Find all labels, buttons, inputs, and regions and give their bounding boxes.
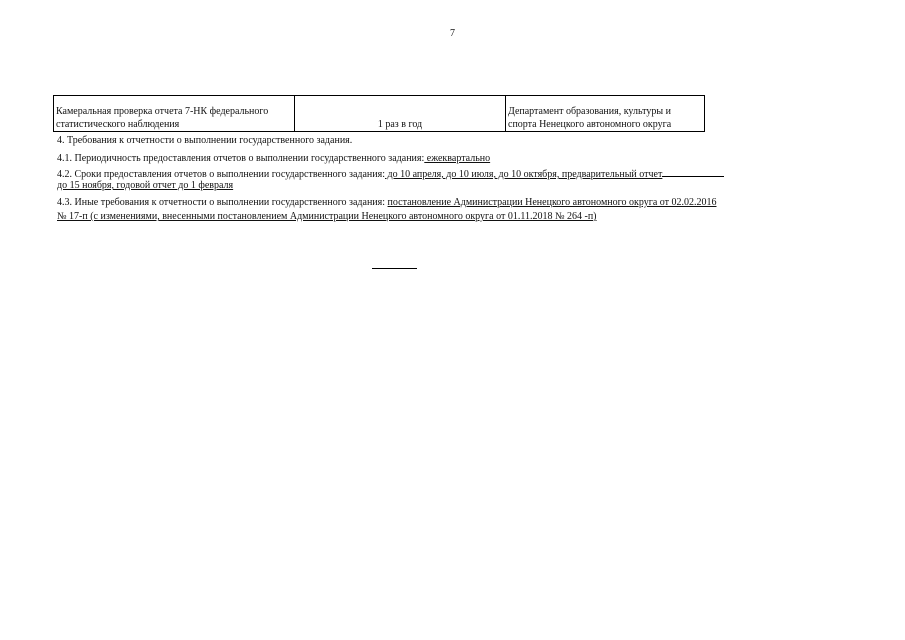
activity-line-1: Камеральная проверка отчета 7-НК федерального	[56, 106, 269, 117]
activity-line-2: статистического наблюдения	[56, 119, 180, 130]
item-4-3-value-line-1: постановление Администрации Ненецкого автономного округа от 02.02.2016	[387, 197, 717, 208]
table-row	[54, 96, 705, 132]
department-line-1: Департамент образования, культуры и	[508, 106, 671, 117]
item-4-3-value-line-2: № 17-п (с изменениями, внесенными постановлением Администрации Ненецкого автономного округа от 01.11.2018 № 264 -п)	[57, 211, 597, 222]
section-divider	[372, 268, 417, 269]
page-number: 7	[450, 28, 455, 39]
item-4-1-value: ежеквартально	[424, 153, 491, 164]
item-4-2-continued	[57, 179, 233, 192]
item-4-3	[57, 196, 717, 209]
item-4-1	[57, 152, 490, 165]
item-4-2-value-line-1: до 10 апреля, до 10 июля, до 10 октября, предварительный отчет	[385, 169, 663, 180]
report-table	[53, 95, 705, 132]
item-4-3-label: 4.3. Иные требования к отчетности о выполнении государственного задания:	[57, 197, 388, 208]
section-heading: 4. Требования к отчетности о выполнении государственного задания.	[57, 135, 353, 146]
table-cell-department	[506, 96, 705, 132]
item-4-1-label: 4.1. Периодичность предоставления отчетов о выполнении государственного задания:	[57, 153, 425, 164]
item-4-2-label: 4.2. Сроки предоставления отчетов о выполнении государственного задания:	[57, 169, 385, 180]
underline-fill	[662, 165, 724, 177]
item-4-2-value-line-2: до 15 ноября, годовой отчет до 1 февраля	[57, 180, 234, 191]
item-4-3-continued	[57, 210, 597, 223]
table-cell-frequency: 1 раз в год	[295, 96, 506, 132]
table-cell-activity	[54, 96, 295, 132]
department-line-2: спорта Ненецкого автономного округа	[508, 119, 672, 130]
